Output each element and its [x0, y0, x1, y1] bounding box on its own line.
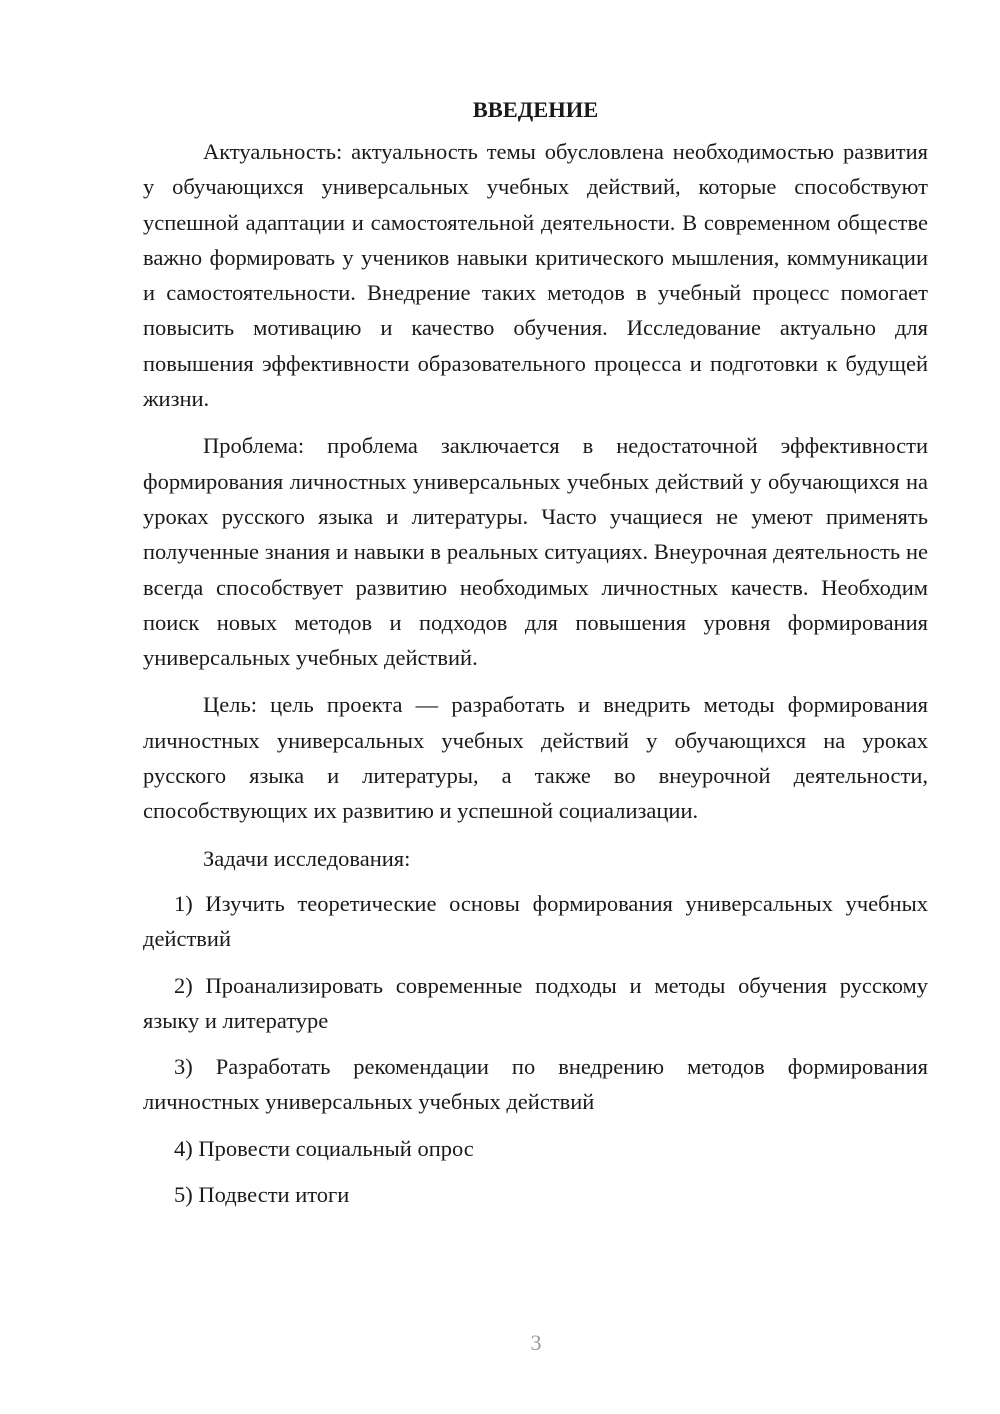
tasks-heading: Задачи исследования: — [203, 845, 411, 871]
document-page — [143, 92, 928, 1223]
page-title: ВВЕДЕНИЕ — [472, 97, 599, 122]
goal-paragraph: Цель: цель проекта — разработать и внедрить методы формирования личностных универсальных учебных действий у обучающихся на уроках русского языка и литературы, а также во внеурочной деятельности, способствующих их развитию и успешной социализации. — [143, 692, 928, 824]
problem-paragraph: Проблема: проблема заключается в недостаточной эффективности формирования личностных универсальных учебных действий у обучающихся на уроках русского языка и литературы. Часто учащиеся не умеют применять полученные знания и навыки в реальных ситуациях. Внеурочная деятельность не всегда способствует развитию необходимых личностных качеств. Необходим поиск новых методов и подходов для повышения уровня формирования универсальных учебных действий. — [143, 433, 928, 671]
task-item-3: 3) Разработать рекомендации по внедрению методов формирования личностных универсальных учебных действий — [143, 1054, 928, 1115]
task-item-4: 4) Провести социальный опрос — [174, 1135, 474, 1161]
task-item-1: 1) Изучить теоретические основы формирования универсальных учебных действий — [143, 890, 928, 952]
task-item-2: 2) Проанализировать современные подходы и методы обучения русскому языку и литературе — [143, 972, 928, 1033]
page-number: 3 — [530, 1330, 542, 1355]
relevance-paragraph: Актуальность: актуальность темы обусловлена необходимостью развития у обучающихся универсальных учебных действий, которые способствуют успешной адаптации и самостоятельной деятельности. В современном обществе важно формировать у учеников навыки критического мышления, коммуникации и самостоятельности. Внедрение таких методов в учебный процесс помогает повысить мотивацию и качество обучения. Исследование актуально для повышения эффективности образовательного процесса и подготовки к будущей жизни. — [143, 139, 928, 412]
task-item-5: 5) Подвести итоги — [174, 1182, 350, 1208]
